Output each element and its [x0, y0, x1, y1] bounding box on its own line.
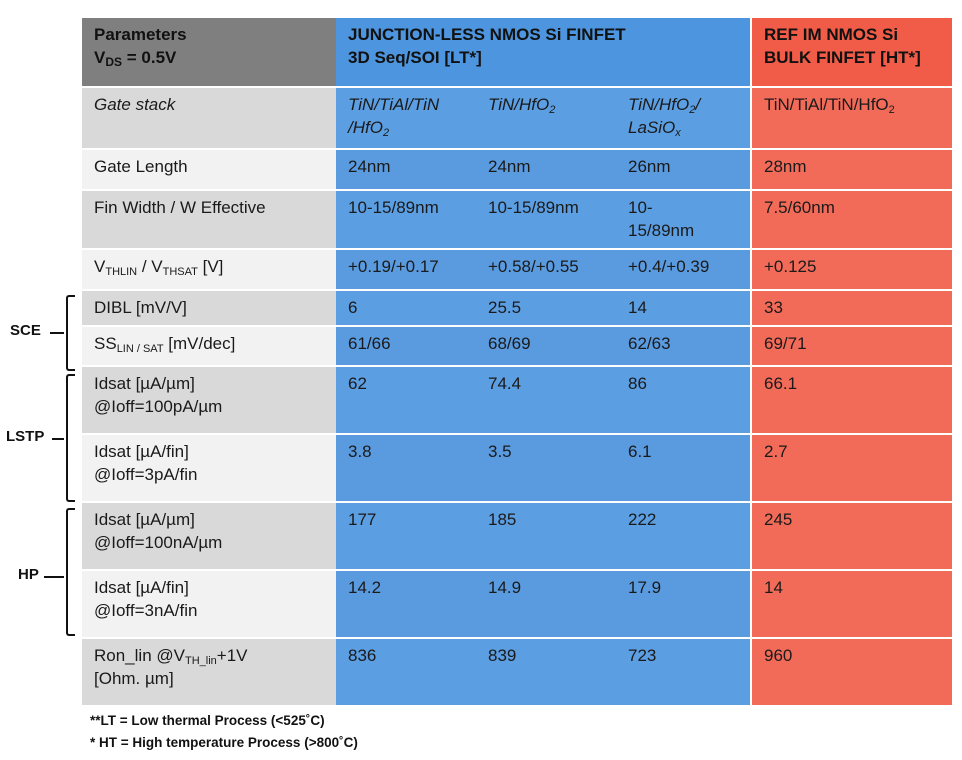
cell-lt3: 17.9 [616, 571, 750, 639]
cell-ht: 69/71 [750, 327, 952, 367]
table-row-ron [82, 639, 952, 707]
cell-lt1: 24nm [336, 150, 476, 191]
cell-lt2: 24nm [476, 150, 616, 191]
row-label: DIBL [mV/V] [82, 291, 336, 327]
cell-lt2: 10-15/89nm [476, 191, 616, 250]
cell-ht: 960 [750, 639, 952, 707]
footnotes [90, 710, 358, 754]
table-row-idsat-lstp-fin [82, 435, 952, 503]
cell-lt3: 222 [616, 503, 750, 571]
parameters-header-title: Parameters [94, 25, 187, 44]
cell-lt2: 185 [476, 503, 616, 571]
table-header-row [82, 18, 952, 88]
row-label: Fin Width / W Effective [82, 191, 336, 250]
cell-lt1: 14.2 [336, 571, 476, 639]
cell-ht: 245 [750, 503, 952, 571]
row-label: Idsat [µA/µm] @Ioff=100pA/µm [82, 367, 336, 435]
table-row-gate-length [82, 150, 952, 191]
group-bracket-sce [66, 295, 75, 371]
row-label: Idsat [µA/µm] @Ioff=100nA/µm [82, 503, 336, 571]
group-label-lstp: LSTP [6, 428, 45, 445]
junctionless-header [336, 18, 750, 88]
cell-lt3: 26nm [616, 150, 750, 191]
row-label: $V_{THLIN} / V_{THSAT}$ [V] [82, 250, 336, 291]
cell-lt2: TiN/HfO$_2$ [476, 88, 616, 150]
row-label: Idsat [µA/fin] @Ioff=3nA/fin [82, 571, 336, 639]
cell-lt1: 177 [336, 503, 476, 571]
cell-lt3: 10- 15/89nm [616, 191, 750, 250]
footnote-ht: * HT = High temperature Process (>800˚C) [90, 735, 358, 750]
cell-lt2: 25.5 [476, 291, 616, 327]
cell-lt2: 68/69 [476, 327, 616, 367]
group-label-sce: SCE [10, 322, 41, 339]
cell-lt1: 10-15/89nm [336, 191, 476, 250]
group-label-hp: HP [18, 566, 39, 583]
cell-lt3: 14 [616, 291, 750, 327]
cell-lt3: 723 [616, 639, 750, 707]
cell-ht: 2.7 [750, 435, 952, 503]
row-label: Ron_lin $@V_{TH\_lin}+1V$ [Ohm. µm] [82, 639, 336, 707]
table-row-gate-stack [82, 88, 952, 150]
cell-lt1: 6 [336, 291, 476, 327]
group-tick-hp [44, 576, 64, 578]
cell-lt3: 86 [616, 367, 750, 435]
reference-header-line2: BULK FINFET [HT*] [764, 48, 921, 67]
table-row-idsat-hp-um [82, 503, 952, 571]
cell-lt1: TiN/TiAl/TiN /HfO$_2$ [336, 88, 476, 150]
cell-ht: 14 [750, 571, 952, 639]
vds-label: $V_{DS} = 0.5V$ [94, 48, 177, 69]
junctionless-header-line2: 3D Seq/SOI [LT*] [348, 48, 482, 67]
cell-lt2: 839 [476, 639, 616, 707]
row-label: Idsat [µA/fin] @Ioff=3pA/fin [82, 435, 336, 503]
cell-lt1: +0.19/+0.17 [336, 250, 476, 291]
cell-lt2: 14.9 [476, 571, 616, 639]
group-bracket-hp [66, 508, 75, 636]
table-row-ss [82, 327, 952, 367]
table-row-idsat-hp-fin [82, 571, 952, 639]
cell-ht: 33 [750, 291, 952, 327]
cell-lt2: 3.5 [476, 435, 616, 503]
cell-lt1: 836 [336, 639, 476, 707]
cell-ht: 66.1 [750, 367, 952, 435]
table-row-fin-width [82, 191, 952, 250]
group-tick-lstp [52, 438, 64, 440]
cell-ht: 7.5/60nm [750, 191, 952, 250]
table-row-vth [82, 250, 952, 291]
row-label: $SS_{LIN / SAT}$ [mV/dec] [82, 327, 336, 367]
cell-lt3: 6.1 [616, 435, 750, 503]
cell-lt2: 74.4 [476, 367, 616, 435]
parameters-table [82, 18, 952, 707]
reference-header-line1: REF IM NMOS Si [764, 25, 899, 44]
cell-ht: TiN/TiAl/TiN/HfO$_2$ [750, 88, 952, 150]
cell-lt3: TiN/HfO$_2$/ LaSiO$_x$ [616, 88, 750, 150]
cell-ht: 28nm [750, 150, 952, 191]
table-row-idsat-lstp-um [82, 367, 952, 435]
cell-ht: +0.125 [750, 250, 952, 291]
footnote-lt: **LT = Low thermal Process (<525˚C) [90, 713, 325, 728]
table-row-dibl [82, 291, 952, 327]
row-label: Gate stack [82, 88, 336, 150]
cell-lt3: 62/63 [616, 327, 750, 367]
cell-lt1: 3.8 [336, 435, 476, 503]
group-tick-sce [50, 332, 64, 334]
cell-lt2: +0.58/+0.55 [476, 250, 616, 291]
row-label: Gate Length [82, 150, 336, 191]
cell-lt1: 61/66 [336, 327, 476, 367]
cell-lt3: +0.4/+0.39 [616, 250, 750, 291]
junctionless-header-line1: JUNCTION-LESS NMOS Si FINFET [348, 25, 626, 44]
cell-lt1: 62 [336, 367, 476, 435]
reference-header [750, 18, 952, 88]
parameters-header [82, 18, 336, 88]
group-bracket-lstp [66, 374, 75, 502]
